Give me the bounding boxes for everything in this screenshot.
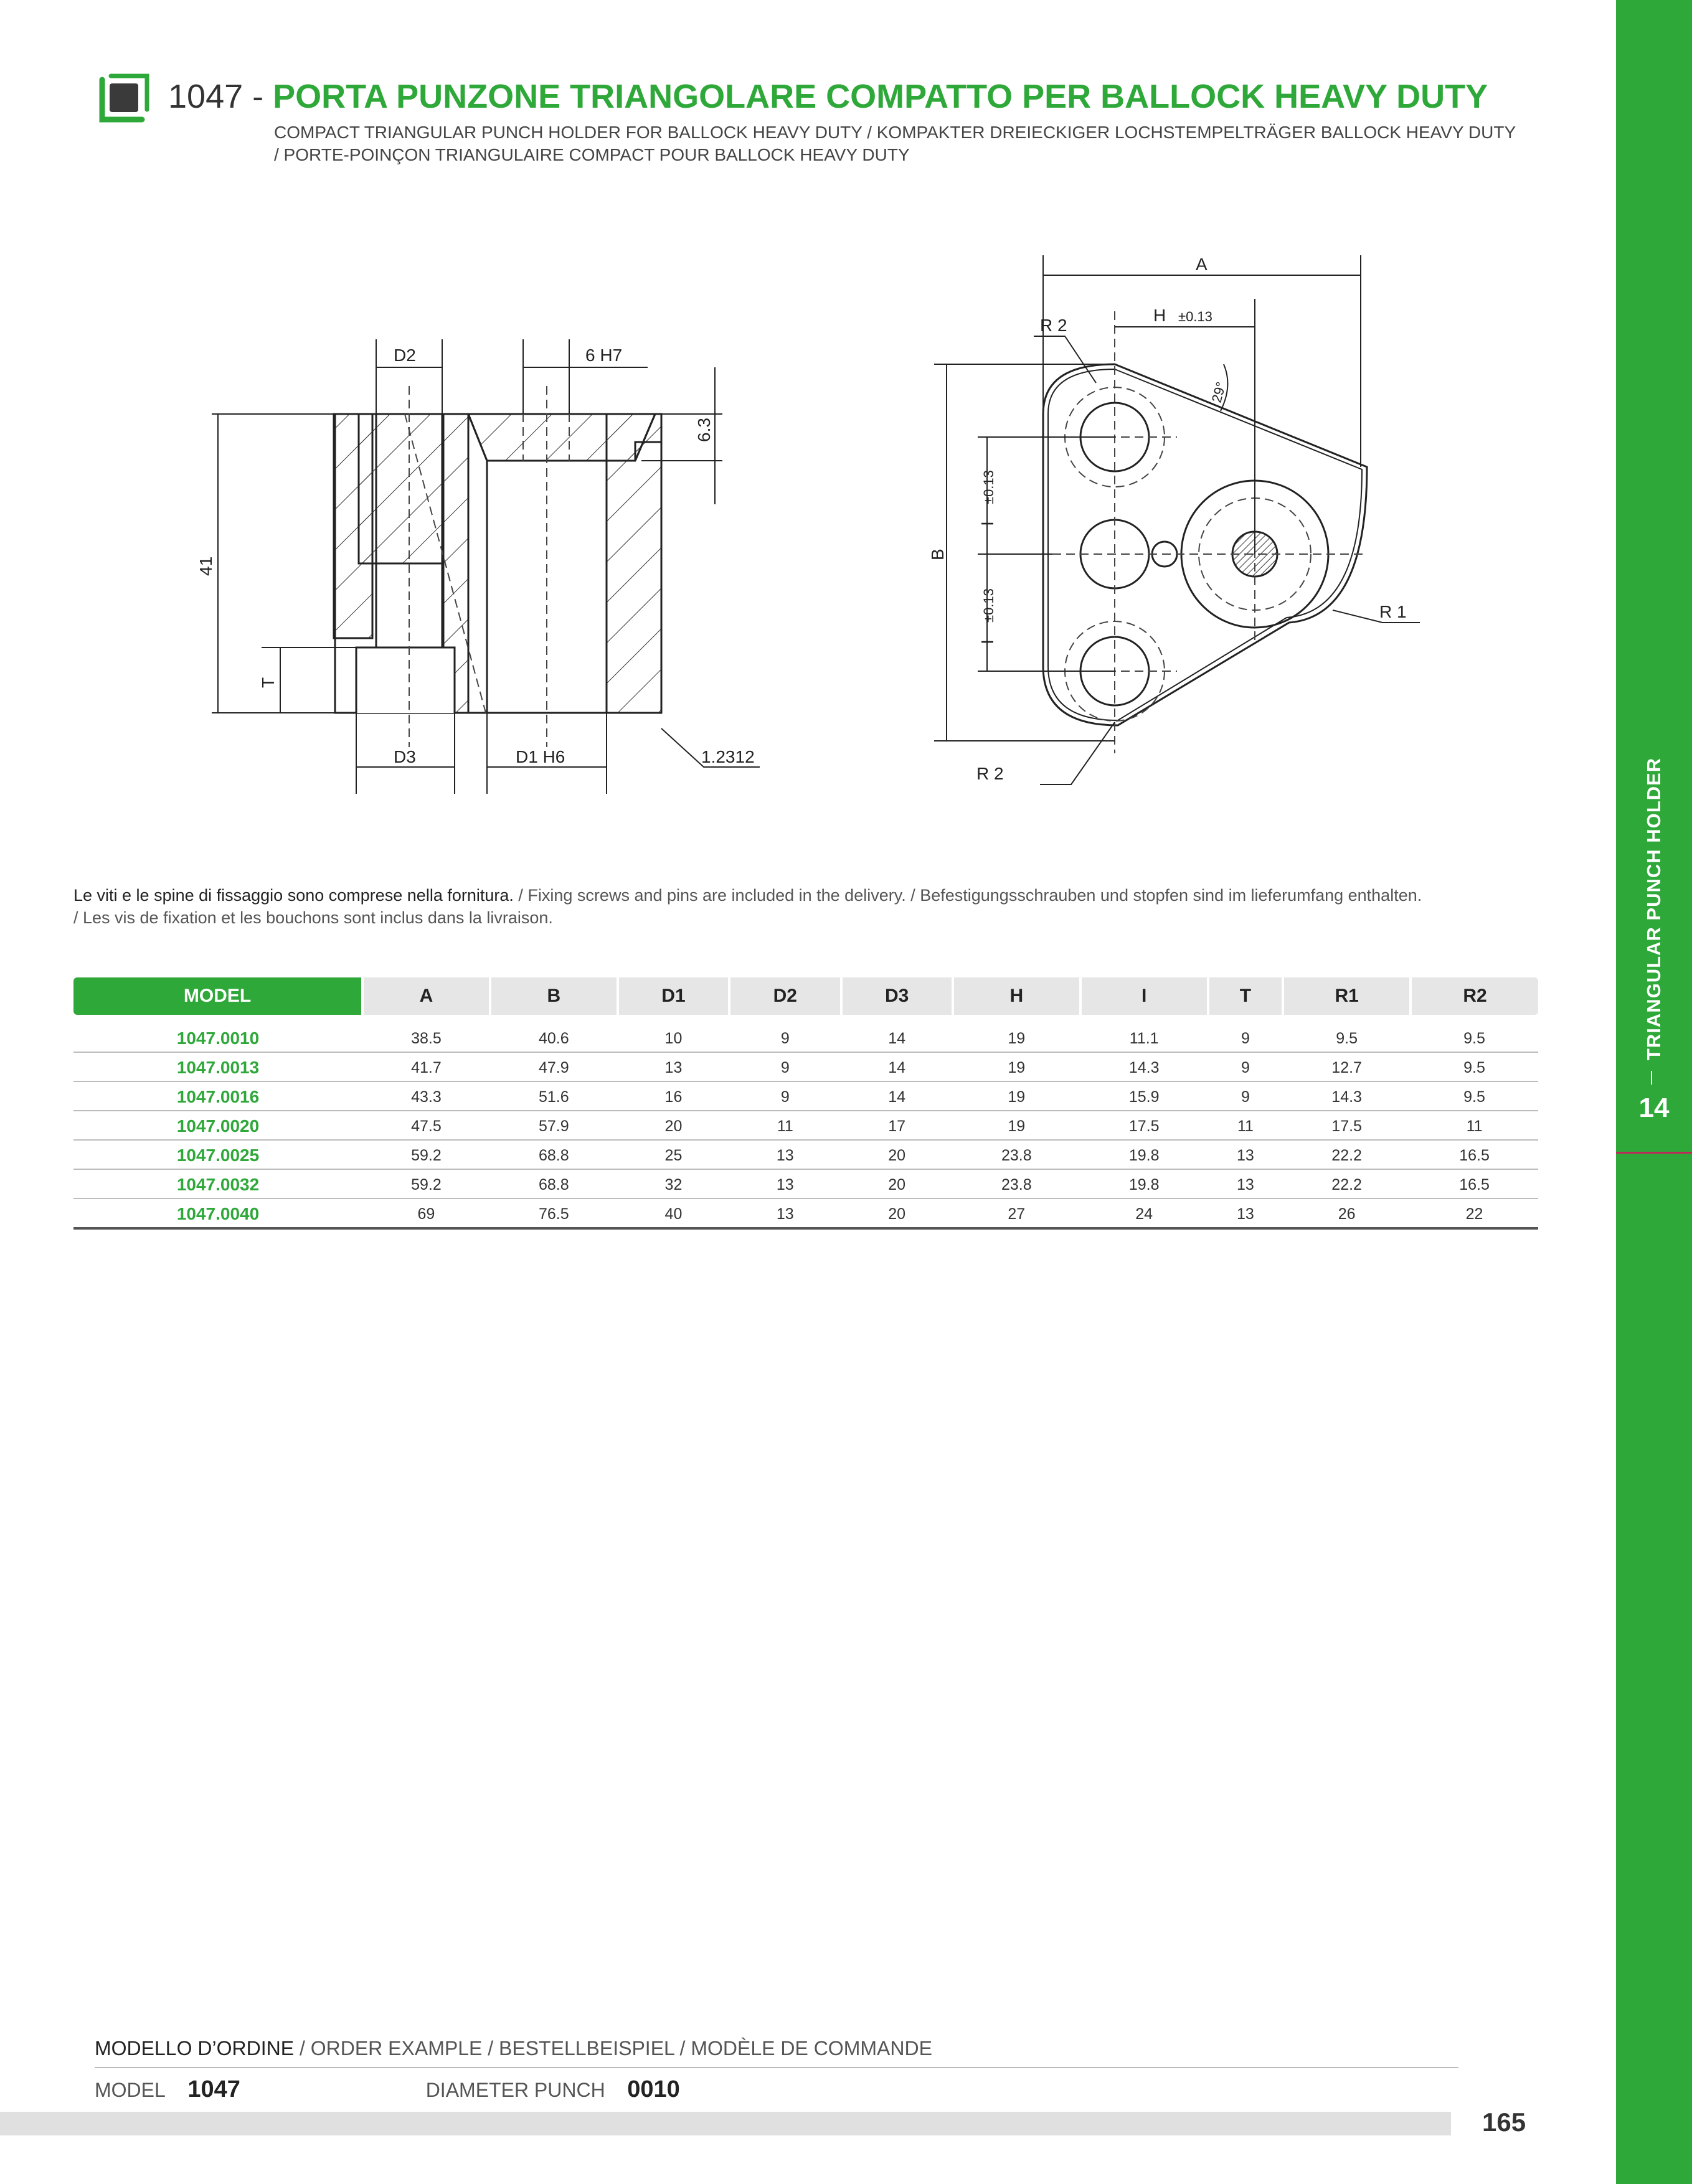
dim-bore-fit: 6 H7 [585,346,623,365]
cell: 19 [953,1111,1080,1140]
cell: 22 [1411,1198,1538,1228]
table-row [73,1081,1538,1111]
cell: 51.6 [490,1081,618,1111]
cell: 59.2 [362,1140,490,1169]
dim-i2: I [978,639,997,644]
order-example-heading [95,2037,932,2060]
note-lead: Le viti e le spine di fissaggio sono comprese nella fornitura. [73,886,514,905]
holder-logo-icon [93,68,151,126]
dim-i1-tol: ±0.13 [981,470,996,504]
table-row [73,1015,1538,1052]
dim-angle: 29° [1208,380,1229,405]
table-header-row [73,977,1538,1015]
cell: 11 [1208,1111,1283,1140]
dim-r2-top: R 2 [1040,316,1067,335]
cell: 23.8 [953,1169,1080,1198]
delivery-note [73,884,1543,929]
cell: 40.6 [490,1015,618,1052]
cell: 47.9 [490,1052,618,1081]
order-model-label: MODEL [95,2079,166,2101]
cell: 13 [729,1169,841,1198]
cell: 20 [618,1111,729,1140]
cell: 13 [729,1198,841,1228]
order-heading-rest: / ORDER EXAMPLE / BESTELLBEISPIEL / MODÈLE DE COMMANDE [294,2037,932,2059]
col-header-i: I [1080,977,1208,1015]
cell: 12.7 [1283,1052,1411,1081]
dim-h-tol: ±0.13 [1178,309,1212,324]
cell: 16.5 [1411,1140,1538,1169]
cell: 68.8 [490,1140,618,1169]
cell: 22.2 [1283,1169,1411,1198]
cell: 16 [618,1081,729,1111]
dim-height: 41 [196,556,215,576]
table-row [73,1052,1538,1081]
chapter-sidebar [1616,0,1692,2184]
cell: 13 [1208,1198,1283,1228]
col-header-model: MODEL [73,977,362,1015]
cell: 69 [362,1198,490,1228]
note-line-2: / Les vis de fixation et les bouchons sont inclus dans la livraison. [73,908,553,927]
sidebar-label-text: TRIANGULAR PUNCH HOLDER [1643,757,1665,1061]
cell: 23.8 [953,1140,1080,1169]
dim-d3: D3 [394,747,416,766]
order-diameter-value: 0010 [627,2076,680,2102]
cell: 19.8 [1080,1140,1208,1169]
dim-i2-tol: ±0.13 [981,588,996,623]
cell: 19 [953,1081,1080,1111]
title-text: PORTA PUNZONE TRIANGOLARE COMPATTO PER BALLOCK HEAVY DUTY [273,78,1488,115]
page-title [168,80,1488,113]
cell: 9 [729,1081,841,1111]
cell: 26 [1283,1198,1411,1228]
material-code: 1.2312 [701,747,755,766]
dim-h: H [1153,306,1166,325]
model-code: 1047.0016 [73,1081,362,1111]
cell: 9.5 [1411,1015,1538,1052]
table-row [73,1111,1538,1140]
cell: 76.5 [490,1198,618,1228]
col-header-h: H [953,977,1080,1015]
cell: 24 [1080,1198,1208,1228]
dim-depth: 6.3 [694,418,714,442]
cell: 9 [729,1015,841,1052]
dimension-table [73,977,1538,1230]
cell: 57.9 [490,1111,618,1140]
page-number: 165 [1482,2107,1526,2137]
footer-bar [0,2112,1451,2135]
cell: 17.5 [1080,1111,1208,1140]
cell: 22.2 [1283,1140,1411,1169]
cell: 43.3 [362,1081,490,1111]
model-code: 1047.0020 [73,1111,362,1140]
col-header-r2: R2 [1411,977,1538,1015]
sidebar-separator [1651,1071,1652,1085]
subtitle-line-1: COMPACT TRIANGULAR PUNCH HOLDER FOR BALLOCK HEAVY DUTY / KOMPAKTER DREIECKIGER LOCHSTEMPELTRÄGER BALLOCK HEAVY DUTY [274,123,1516,142]
cell: 17.5 [1283,1111,1411,1140]
cell: 47.5 [362,1111,490,1140]
cell: 68.8 [490,1169,618,1198]
cell: 14 [841,1081,953,1111]
cell: 20 [841,1169,953,1198]
order-divider [95,2067,1458,2068]
cell: 9.5 [1411,1081,1538,1111]
cell: 20 [841,1198,953,1228]
model-code: 1047.0040 [73,1198,362,1228]
dim-t: T [258,677,278,688]
cell: 10 [618,1015,729,1052]
model-code: 1047.0010 [73,1015,362,1052]
chapter-number: 14 [1638,1093,1670,1123]
cell: 9 [729,1052,841,1081]
model-code: 1047.0025 [73,1140,362,1169]
cell: 14.3 [1283,1081,1411,1111]
dim-d1: D1 H6 [516,747,565,766]
order-heading-lead: MODELLO D’ORDINE [95,2037,295,2059]
top-view-drawing [909,243,1457,803]
cell: 15.9 [1080,1081,1208,1111]
dim-r2-bottom: R 2 [976,764,1004,783]
cell: 19 [953,1015,1080,1052]
cell: 9.5 [1411,1052,1538,1081]
order-model-value: 1047 [187,2076,240,2102]
col-header-t: T [1208,977,1283,1015]
sidebar-divider [1616,1152,1692,1154]
cell: 13 [729,1140,841,1169]
order-example-row [95,2076,680,2103]
cell: 16.5 [1411,1169,1538,1198]
cell: 9.5 [1283,1015,1411,1052]
model-code: 1047.0013 [73,1052,362,1081]
cell: 32 [618,1169,729,1198]
dim-d2: D2 [394,346,416,365]
cell: 19.8 [1080,1169,1208,1198]
cell: 41.7 [362,1052,490,1081]
cell: 11 [729,1111,841,1140]
cell: 59.2 [362,1169,490,1198]
cell: 38.5 [362,1015,490,1052]
table-row [73,1140,1538,1169]
subtitle [274,121,1516,166]
cell: 14 [841,1015,953,1052]
col-header-d1: D1 [618,977,729,1015]
col-header-d3: D3 [841,977,953,1015]
cell: 13 [1208,1169,1283,1198]
cell: 14.3 [1080,1052,1208,1081]
dim-b: B [928,548,947,560]
cell: 19 [953,1052,1080,1081]
table-row [73,1169,1538,1198]
cell: 11.1 [1080,1015,1208,1052]
cell: 14 [841,1052,953,1081]
cell: 17 [841,1111,953,1140]
dim-a: A [1196,255,1208,274]
cell: 11 [1411,1111,1538,1140]
cell: 27 [953,1198,1080,1228]
cell: 25 [618,1140,729,1169]
cell: 9 [1208,1015,1283,1052]
cell: 13 [618,1052,729,1081]
cell: 13 [1208,1140,1283,1169]
model-code: 1047.0032 [73,1169,362,1198]
cell: 20 [841,1140,953,1169]
col-header-d2: D2 [729,977,841,1015]
note-rest: / Fixing screws and pins are included in the delivery. / Befestigungsschrauben und stopfen sind im lieferumfang enthalten. [513,886,1422,905]
cell: 40 [618,1198,729,1228]
dim-r1: R 1 [1379,602,1407,621]
cell: 9 [1208,1052,1283,1081]
subtitle-line-2: / PORTE-POINÇON TRIANGULAIRE COMPACT POUR BALLOCK HEAVY DUTY [274,145,910,164]
col-header-a: A [362,977,490,1015]
sidebar-label [1616,735,1692,1083]
cell: 9 [1208,1081,1283,1111]
dim-i1: I [978,521,997,526]
col-header-r1: R1 [1283,977,1411,1015]
title-code: 1047 - [168,78,264,115]
table-row [73,1198,1538,1228]
col-header-b: B [490,977,618,1015]
side-section-drawing [162,237,785,809]
order-diameter-label: DIAMETER PUNCH [425,2079,605,2101]
